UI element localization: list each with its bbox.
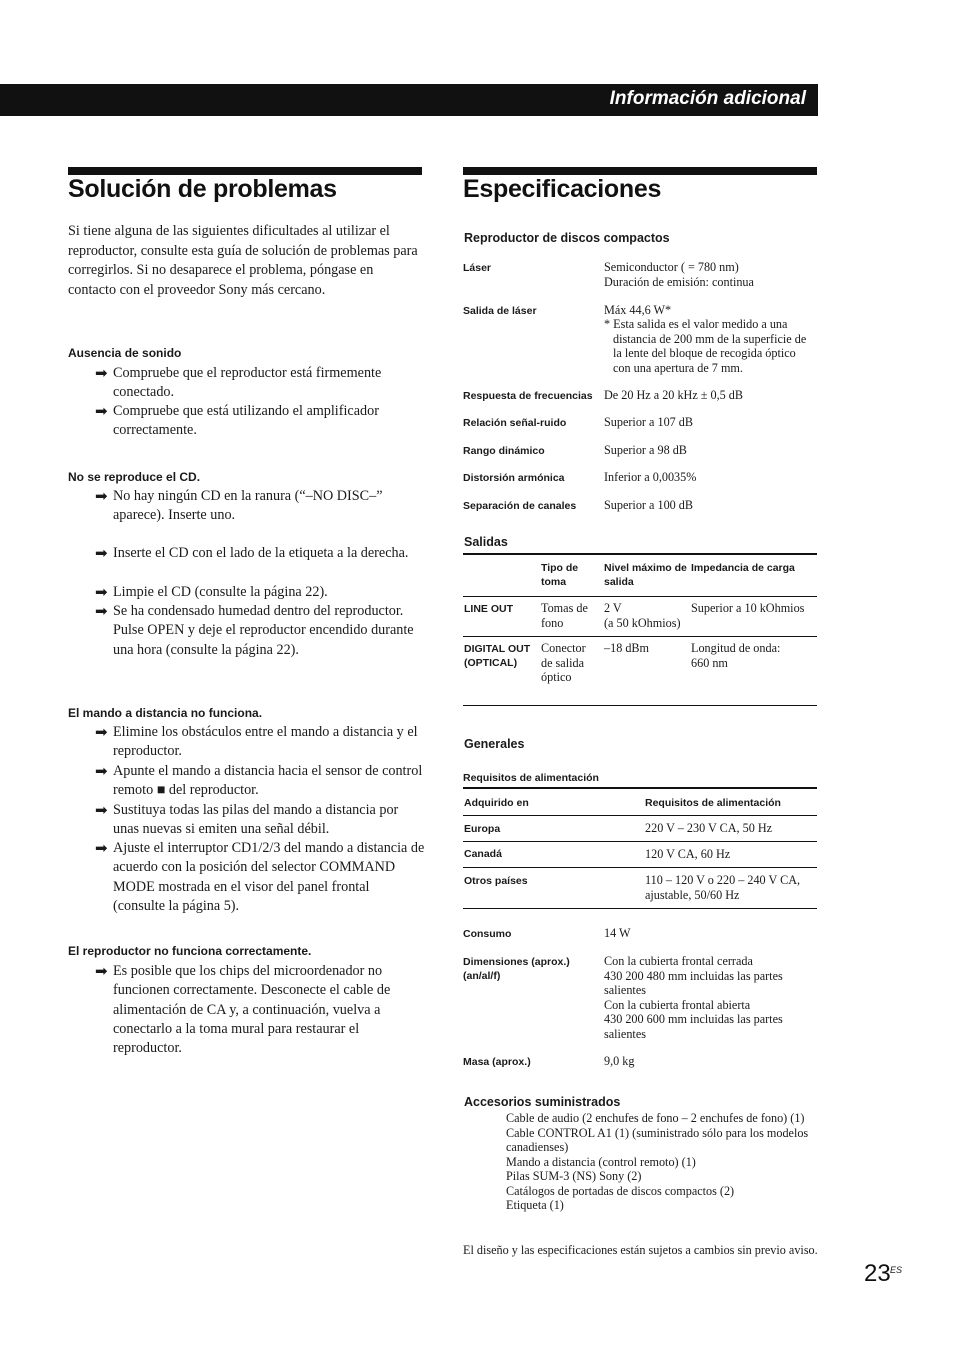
spec-value: Semiconductor ( = 780 nm) Duración de emisión: continua — [604, 260, 754, 289]
solution-item: ➡ Es posible que los chips del microordenador no funcionen correctamente. Desconecte el cable de alimentación de CA y, a continuación, vuelva a conectarlo a la toma mural para restaurar el reproductor. — [95, 962, 391, 1057]
page-number: 23 — [864, 1260, 891, 1287]
table-rule — [463, 841, 817, 842]
spec-value: Inferior a 0,0035% — [604, 470, 697, 484]
arrow-right-icon: ➡ — [95, 801, 108, 819]
solution-item: ➡ Ajuste el interruptor CD1/2/3 del mando a distancia de acuerdo con la posición del selector COMMAND MODE mostrada en el visor del panel frontal (consulte la página 5). — [95, 839, 425, 914]
spec-label: Respuesta de frecuencias — [463, 390, 593, 402]
laser-output-note: * Esta salida es el valor medido a una distancia de 200 mm de la superficie de la lente del bloque de recogida óptico con una apertura de 7 mm. — [604, 317, 807, 375]
spec-label: Rango dinámico — [463, 445, 545, 457]
table-row-name: Canadá — [464, 848, 502, 860]
table-row-name: Otros países — [464, 875, 528, 887]
title-rule-troubleshooting — [68, 167, 422, 175]
table-cell: 220 V – 230 V CA, 50 Hz — [645, 821, 773, 835]
issue-heading-no-sound: Ausencia de sonido — [68, 346, 182, 360]
spec-label: Consumo — [463, 928, 512, 940]
spec-label: Salida de láser — [463, 305, 537, 317]
spec-label: Separación de canales — [463, 500, 577, 512]
list-item: Catálogos de portadas de discos compactos (2) — [506, 1183, 735, 1198]
list-item: Pilas SUM-3 (NS) Sony (2) — [506, 1169, 642, 1183]
arrow-right-icon: ➡ — [95, 762, 108, 780]
arrow-right-icon: ➡ — [95, 602, 108, 620]
spec-label: Distorsión armónica — [463, 472, 565, 484]
general-heading: Generales — [464, 737, 525, 751]
spec-label: Dimensiones (aprox.) (an/al/f) — [463, 956, 570, 982]
solution-item: ➡ Se ha condensado humedad dentro del reproductor. Pulse OPEN y deje el reproductor encendido durante una hora (consulte la página 22). — [95, 602, 414, 658]
section-header-title: Información adicional — [609, 88, 806, 109]
table-header-cell: Tipo de toma — [541, 562, 579, 588]
solution-item: ➡ Apunte el mando a distancia hacia el sensor de control remoto ■ del reproductor. — [95, 762, 423, 799]
spec-value: Con la cubierta frontal cerrada 430 200 480 mm incluidas las partes salientes Con la cubierta frontal abierta 430 200 600 mm incluidas las partes salientes — [604, 954, 783, 1041]
table-row-name: DIGITAL OUT (OPTICAL) — [464, 643, 531, 669]
table-cell: Superior a 10 kOhmios — [691, 601, 805, 615]
table-cell: Conector de salida óptico — [541, 641, 586, 684]
table-cell: –18 dBm — [604, 641, 650, 655]
section-header-bar — [0, 84, 818, 116]
list-item: Etiqueta (1) — [506, 1198, 564, 1212]
table-rule — [463, 553, 817, 555]
spec-value: Superior a 107 dB — [604, 415, 694, 429]
arrow-right-icon: ➡ — [95, 544, 108, 562]
issue-heading-player-malfunction: El reproductor no funciona correctamente. — [68, 944, 312, 958]
accessories-heading: Accesorios suministrados — [464, 1095, 621, 1109]
table-cell: 120 V CA, 60 Hz — [645, 847, 731, 861]
table-cell: Tomas de fono — [541, 601, 588, 630]
spec-label: Relación señal-ruido — [463, 417, 567, 429]
solution-item: ➡ Compruebe que el reproductor está firmemente conectado. — [95, 364, 382, 401]
table-header-cell: Nivel máximo de salida — [604, 562, 687, 588]
arrow-right-icon: ➡ — [95, 962, 108, 980]
issue-heading-remote-not-working: El mando a distancia no funciona. — [68, 706, 263, 720]
solution-item: ➡ Compruebe que está utilizando el amplificador correctamente. — [95, 402, 379, 439]
spec-value: 9,0 kg — [604, 1054, 635, 1068]
table-cell: 110 – 120 V o 220 – 240 V CA, ajustable, 50/60 Hz — [645, 873, 801, 902]
outputs-heading: Salidas — [464, 535, 508, 549]
solution-item: ➡ Sustituya todas las pilas del mando a distancia por unas nuevas si emiten una señal débil. — [95, 801, 399, 838]
design-change-footnote: El diseño y las especificaciones están sujetos a cambios sin previo aviso. — [463, 1243, 818, 1257]
table-header-cell: Requisitos de alimentación — [645, 797, 781, 809]
spec-value: Máx 44,6 W* — [604, 303, 672, 317]
troubleshooting-title: Solución de problemas — [68, 175, 337, 203]
table-rule — [463, 787, 817, 789]
troubleshooting-intro: Si tiene alguna de las siguientes dificultades al utilizar el reproductor, consulte esta guía de solución de problemas para corregirlos. Si no desaparece el problema, póngase en contacto con el proveedor Sony más cercano. — [68, 223, 418, 298]
solution-item: ➡ Inserte el CD con el lado de la etiqueta a la derecha. — [95, 544, 409, 562]
table-rule — [463, 908, 817, 909]
arrow-right-icon: ➡ — [95, 583, 108, 601]
spec-value: Superior a 98 dB — [604, 443, 687, 457]
solution-item: ➡ No hay ningún CD en la ranura (“–NO DISC–” aparece). Inserte uno. — [95, 487, 383, 524]
list-item: Mando a distancia (control remoto) (1) — [506, 1154, 696, 1169]
table-rule — [463, 596, 817, 597]
arrow-right-icon: ➡ — [95, 402, 108, 420]
specifications-title: Especificaciones — [463, 175, 662, 203]
cd-player-heading: Reproductor de discos compactos — [464, 231, 670, 245]
table-header-cell: Adquirido en — [464, 797, 529, 809]
table-rule — [463, 815, 817, 816]
arrow-right-icon: ➡ — [95, 364, 108, 382]
accessories-list — [506, 1111, 818, 1213]
issue-heading-cd-not-playing: No se reproduce el CD. — [68, 470, 201, 484]
solution-item: ➡ Elimine los obstáculos entre el mando a distancia y el reproductor. — [95, 723, 418, 760]
table-cell: 2 V (a 50 kOhmios) — [604, 601, 681, 630]
spec-value: De 20 Hz a 20 kHz ± 0,5 dB — [604, 388, 744, 402]
page-language-suffix: ES — [890, 1265, 903, 1275]
arrow-right-icon: ➡ — [95, 723, 108, 741]
list-item: Cable CONTROL A1 (1) (suministrado sólo para los modelos canadienses) — [506, 1125, 809, 1154]
list-item: Cable de audio (2 enchufes de fono – 2 enchufes de fono) (1) — [506, 1111, 805, 1125]
arrow-right-icon: ➡ — [95, 487, 108, 505]
power-requirements-heading: Requisitos de alimentación — [463, 772, 599, 784]
table-rule — [463, 636, 817, 637]
table-cell: Longitud de onda: 660 nm — [691, 641, 781, 670]
solution-item: ➡ Limpie el CD (consulte la página 22). — [95, 583, 328, 601]
arrow-right-icon: ➡ — [95, 839, 108, 857]
table-row-name: Europa — [464, 823, 501, 835]
spec-label: Masa (aprox.) — [463, 1056, 531, 1068]
table-rule — [463, 867, 817, 868]
table-row-name: LINE OUT — [464, 603, 513, 615]
title-rule-specifications — [463, 167, 817, 175]
table-rule — [463, 705, 817, 706]
spec-value: 14 W — [604, 926, 631, 940]
table-header-cell: Impedancia de carga — [691, 562, 795, 574]
spec-value: Superior a 100 dB — [604, 498, 694, 512]
spec-label: Láser — [463, 262, 492, 274]
